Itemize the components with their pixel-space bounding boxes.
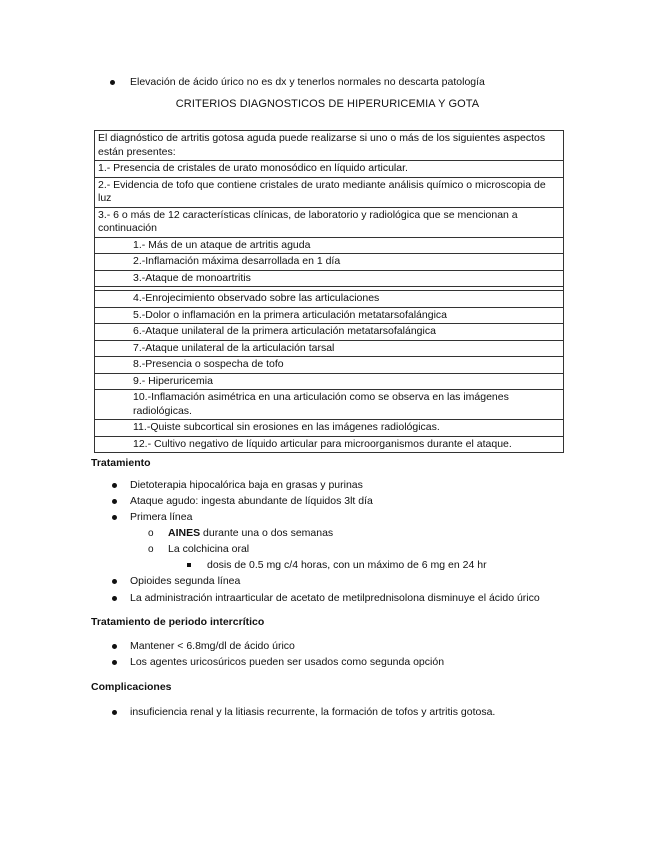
criteria-sub-item: 5.-Dolor o inflamación en la primera articulación metatarsofalángica xyxy=(95,308,563,325)
bullet-marker xyxy=(112,644,117,649)
criteria-title: CRITERIOS DIAGNOSTICOS DE HIPERURICEMIA Y GOTA xyxy=(175,98,480,110)
intro-bullet-text: Elevación de ácido úrico no es dx y tenerlos normales no descarta patología xyxy=(130,76,485,88)
treatment-item: Dietoterapia hipocalórica baja en grasas y purinas xyxy=(130,479,363,491)
intercritical-heading: Tratamiento de periodo intercrítico xyxy=(91,616,265,628)
criteria-sub-item: 4.-Enrojecimiento observado sobre las articulaciones xyxy=(95,291,563,308)
bullet-marker xyxy=(112,483,117,488)
criteria-table xyxy=(94,130,564,453)
complications-heading: Complicaciones xyxy=(91,681,172,693)
criteria-sub-item: 12.- Cultivo negativo de líquido articular para microorganismos durante el ataque. xyxy=(133,437,512,450)
circle-bullet-marker: o xyxy=(148,544,154,555)
bullet-marker xyxy=(112,710,117,715)
intercritical-item: Mantener < 6.8mg/dl de ácido úrico xyxy=(130,640,295,652)
criteria-sub-item: 3.-Ataque de monoartritis xyxy=(95,271,563,288)
intercritical-item: Los agentes uricosúricos pueden ser usados como segunda opción xyxy=(130,656,445,668)
criteria-sub-item: 7.-Ataque unilateral de la articulación tarsal xyxy=(95,341,563,358)
criteria-sub-item: 9.- Hiperuricemia xyxy=(95,374,563,391)
bullet-marker xyxy=(112,596,117,601)
bullet-marker xyxy=(112,515,117,520)
bullet-marker xyxy=(112,579,117,584)
circle-bullet-marker: o xyxy=(148,528,154,539)
criteria-sub-item: 10.-Inflamación asimétrica en una articulación como se observa en las imágenes radiológicas. xyxy=(95,390,563,420)
treatment-sub-aines xyxy=(168,527,333,540)
treatment-item: Ataque agudo: ingesta abundante de líquidos 3lt día xyxy=(130,495,373,507)
criteria-intro: El diagnóstico de artritis gotosa aguda puede realizarse si uno o más de los siguientes aspectos están presentes: xyxy=(95,131,563,161)
complications-item: insuficiencia renal y la litiasis recurrente, la formación de tofos y artritis gotosa. xyxy=(130,706,496,718)
treatment-dose: dosis de 0.5 mg c/4 horas, con un máximo de 6 mg en 24 hr xyxy=(207,559,487,571)
criteria-main-item: 2.- Evidencia de tofo que contiene cristales de urato mediante análisis químico o microscopia de luz xyxy=(95,178,563,208)
treatment-sub-colchicina: La colchicina oral xyxy=(168,543,250,555)
criteria-main-item: 1.- Presencia de cristales de urato monosódico en líquido articular. xyxy=(95,161,563,178)
criteria-main-item: 3.- 6 o más de 12 características clínicas, de laboratorio y radiológica que se mencionan a continuación xyxy=(95,208,563,238)
criteria-sub-item: 2.-Inflamación máxima desarrollada en 1 día xyxy=(95,254,563,271)
criteria-sub-item: 6.-Ataque unilateral de la primera articulación metatarsofalángica xyxy=(95,324,563,341)
bullet-marker xyxy=(112,660,117,665)
treatment-item: Opioides segunda línea xyxy=(130,575,241,587)
treatment-item: La administración intraarticular de acetato de metilprednisolona disminuye el ácido úrico xyxy=(130,592,540,604)
aines-bold: AINES xyxy=(168,527,201,539)
aines-rest: durante una o dos semanas xyxy=(200,527,334,539)
treatment-item: Primera línea xyxy=(130,511,193,523)
bullet-marker xyxy=(112,499,117,504)
criteria-sub-item: 11.-Quiste subcortical sin erosiones en las imágenes radiológicas. xyxy=(95,420,563,437)
bullet-marker xyxy=(110,80,115,85)
criteria-sub-item: 1.- Más de un ataque de artritis aguda xyxy=(95,238,563,255)
criteria-sub-item: 8.-Presencia o sospecha de tofo xyxy=(95,357,563,374)
square-bullet-marker xyxy=(187,563,191,567)
treatment-heading: Tratamiento xyxy=(91,457,151,469)
